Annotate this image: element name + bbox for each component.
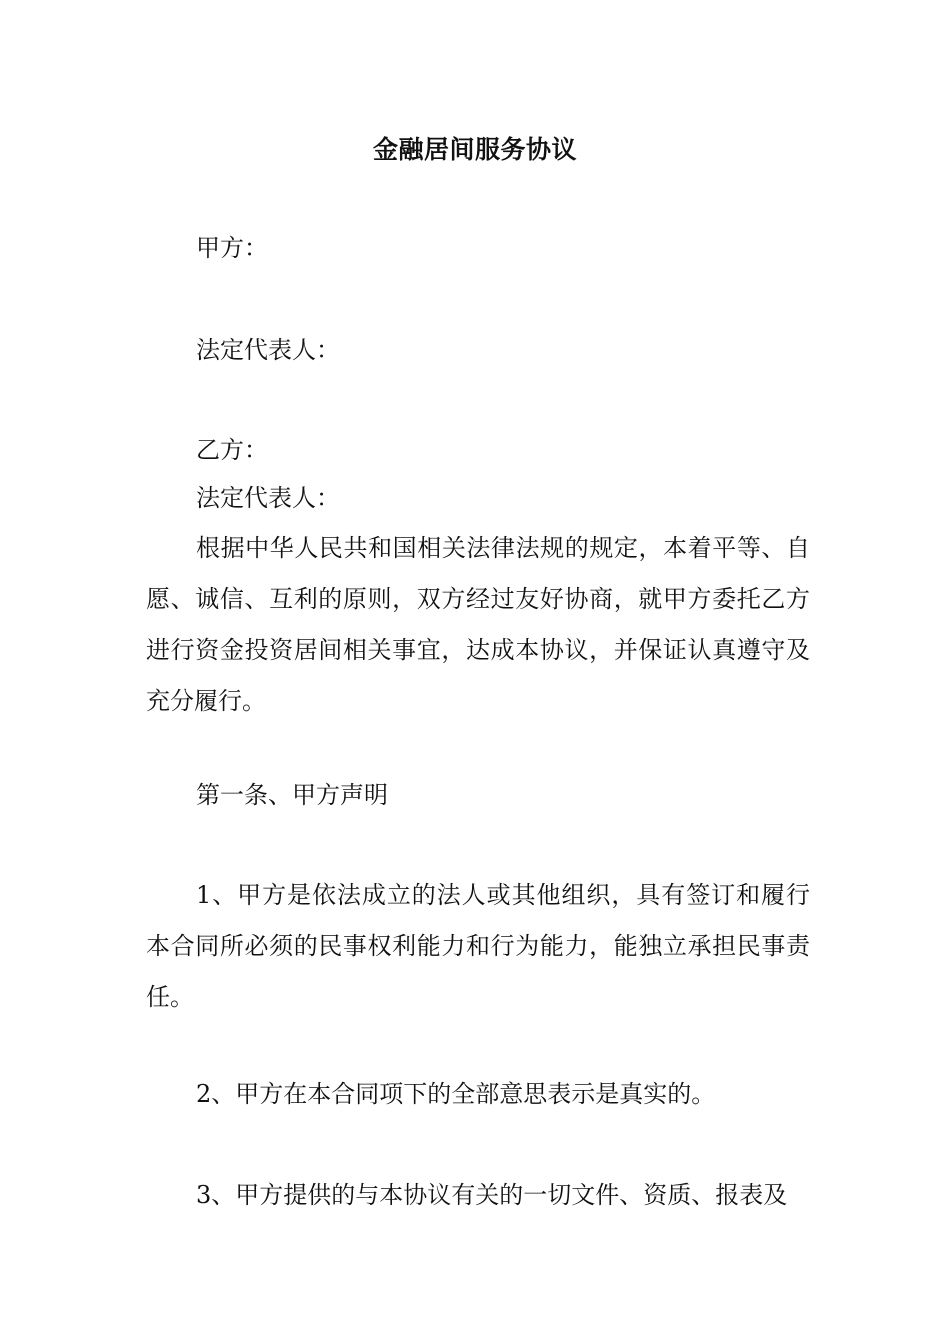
party-b-label: 乙方： [196,436,268,464]
document-title: 金融居间服务协议 [372,135,577,164]
party-b-representative-label: 法定代表人： [196,484,340,512]
clause-1-paragraph: 1、甲方是依法成立的法人或其他组织，具有签订和履行本合同所必须的民事权利能力和行为能力，能独立承担民事责任。 [146,881,810,1011]
party-a-representative-label: 法定代表人： [196,336,340,364]
clause-2-paragraph: 2、甲方在本合同项下的全部意思表示是真实的。 [196,1080,716,1108]
clause-3-paragraph: 3、甲方提供的与本协议有关的一切文件、资质、报表及 [196,1181,788,1209]
party-a-label: 甲方： [196,234,268,262]
article-1-heading: 第一条、甲方声明 [196,781,388,809]
preamble-paragraph: 根据中华人民共和国相关法律法规的规定，本着平等、自愿、诚信、互利的原则，双方经过友好协商，就甲方委托乙方进行资金投资居间相关事宜，达成本协议，并保证认真遵守及充分履行。 [146,534,810,715]
